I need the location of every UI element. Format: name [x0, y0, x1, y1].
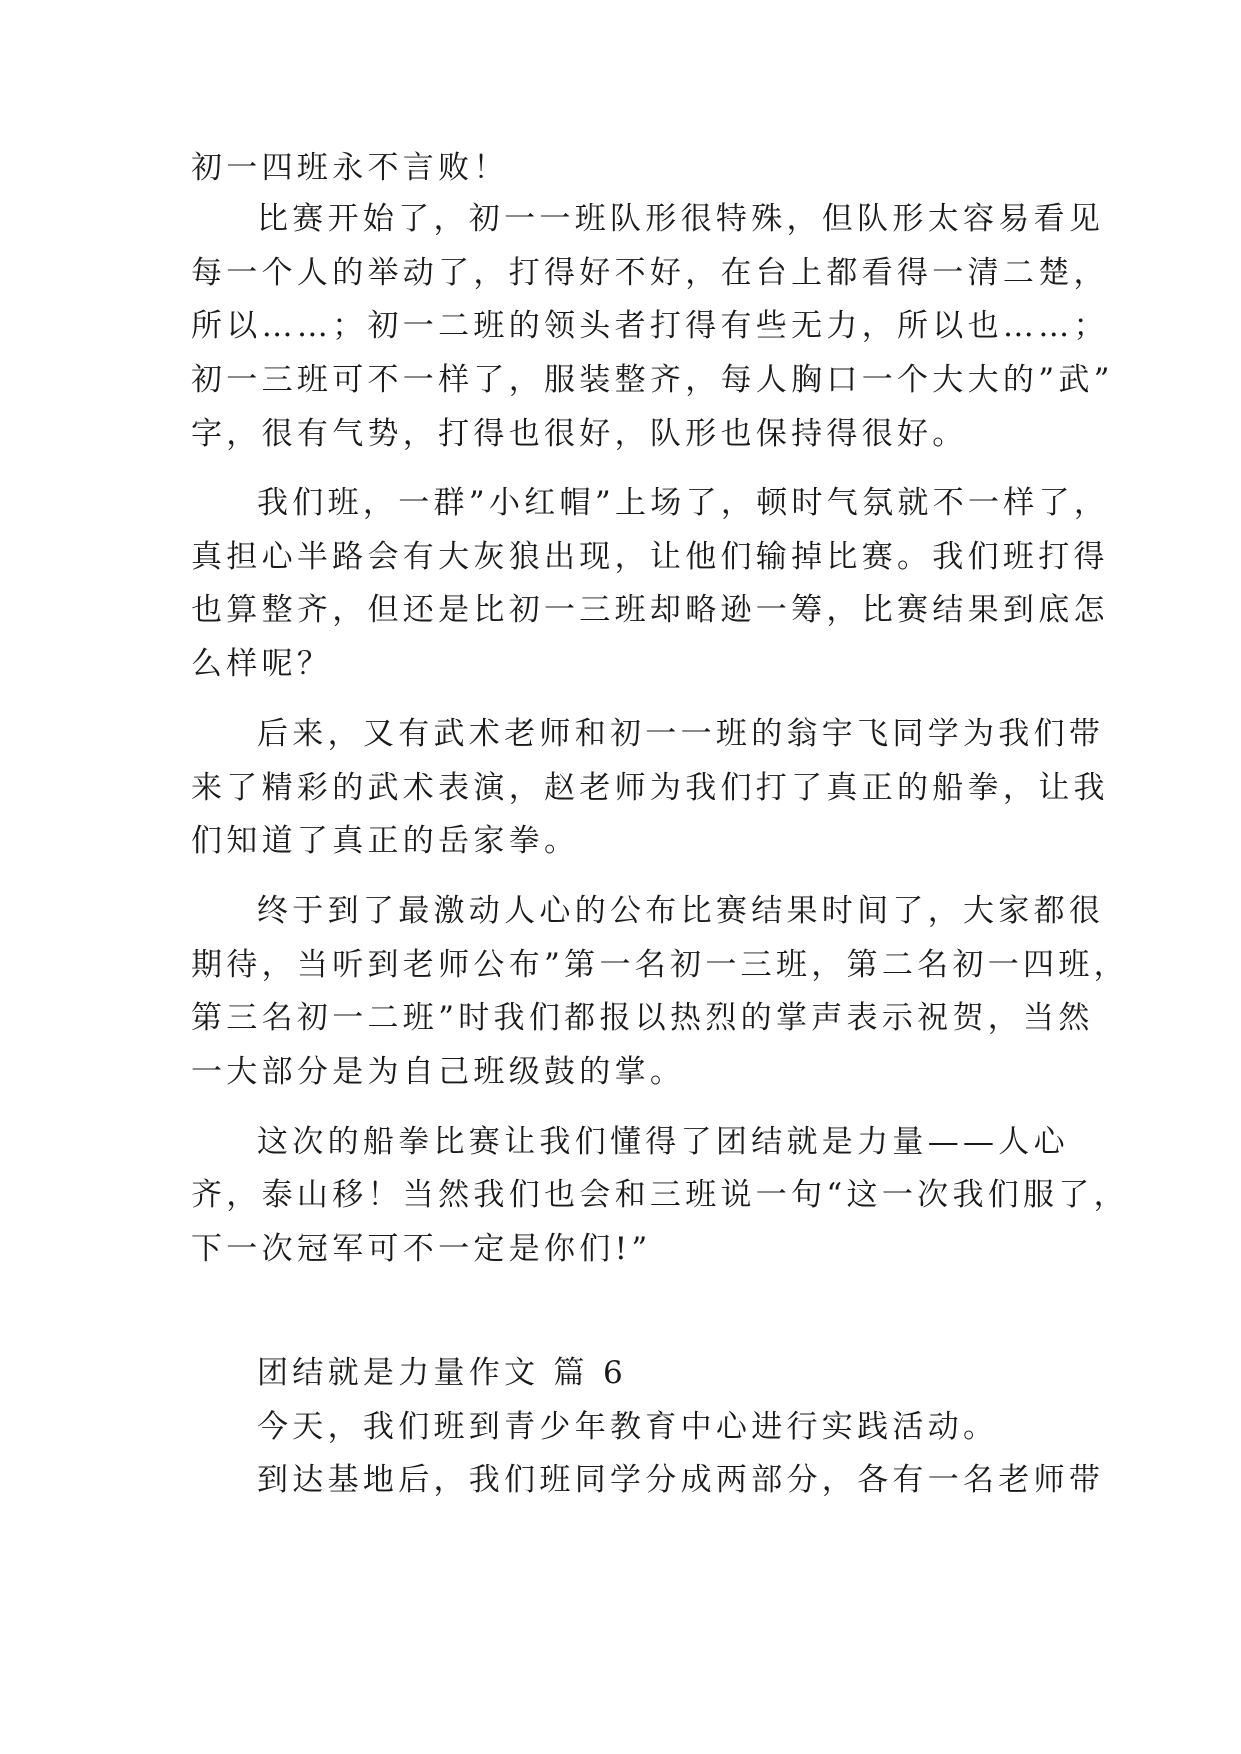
paragraph-line: 今天，我们班到青少年教育中心进行实践活动。 — [257, 1409, 999, 1445]
paragraph-line: 齐，泰山移！当然我们也会和三班说一句“这一次我们服了， — [191, 1177, 1129, 1213]
paragraph-line: 初一三班可不一样了，服装整齐，每人胸口一个大大的”武” — [191, 362, 1114, 398]
paragraph-line: 终于到了最激动人心的公布比赛结果时间了，大家都很 — [257, 893, 1105, 929]
paragraph-line: 第三名初一二班”时我们都报以热烈的掌声表示祝贺，当然 — [191, 1000, 1094, 1036]
paragraph-line: 一大部分是为自己班级鼓的掌。 — [191, 1054, 686, 1090]
paragraph-line: 这次的船拳比赛让我们懂得了团结就是力量——人心 — [257, 1124, 1069, 1160]
paragraph-line: 到达基地后，我们班同学分成两部分，各有一名老师带 — [257, 1462, 1105, 1498]
paragraph-line: 么样呢？ — [191, 646, 333, 682]
section-heading: 团结就是力量作文 篇 6 — [257, 1355, 628, 1391]
paragraph-line: 初一四班永不言败！ — [191, 150, 509, 186]
paragraph-line: 期待，当听到老师公布”第一名初一三班，第二名初一四班， — [191, 947, 1129, 983]
paragraph-line: 比赛开始了，初一一班队形很特殊，但队形太容易看见 — [257, 201, 1105, 237]
paragraph-line: 我们班，一群”小红帽”上场了，顿时气氛就不一样了， — [257, 485, 1110, 521]
paragraph-line: 也算整齐，但还是比初一三班却略逊一筹，比赛结果到底怎 — [191, 592, 1109, 628]
paragraph-line: 们知道了真正的岳家拳。 — [191, 823, 580, 859]
paragraph-line: 字，很有气势，打得也很好，队形也保持得很好。 — [191, 416, 968, 452]
paragraph-line: 下一次冠军可不一定是你们!” — [191, 1231, 652, 1267]
paragraph-line: 每一个人的举动了，打得好不好，在台上都看得一清二楚， — [191, 255, 1109, 291]
paragraph-line: 所以……；初一二班的领头者打得有些无力，所以也……； — [191, 308, 1109, 344]
paragraph-line: 后来，又有武术老师和初一一班的翁宇飞同学为我们带 — [257, 716, 1105, 752]
paragraph-line: 来了精彩的武术表演，赵老师为我们打了真正的船拳，让我 — [191, 770, 1109, 806]
paragraph-line: 真担心半路会有大灰狼出现，让他们输掉比赛。我们班打得 — [191, 539, 1109, 575]
